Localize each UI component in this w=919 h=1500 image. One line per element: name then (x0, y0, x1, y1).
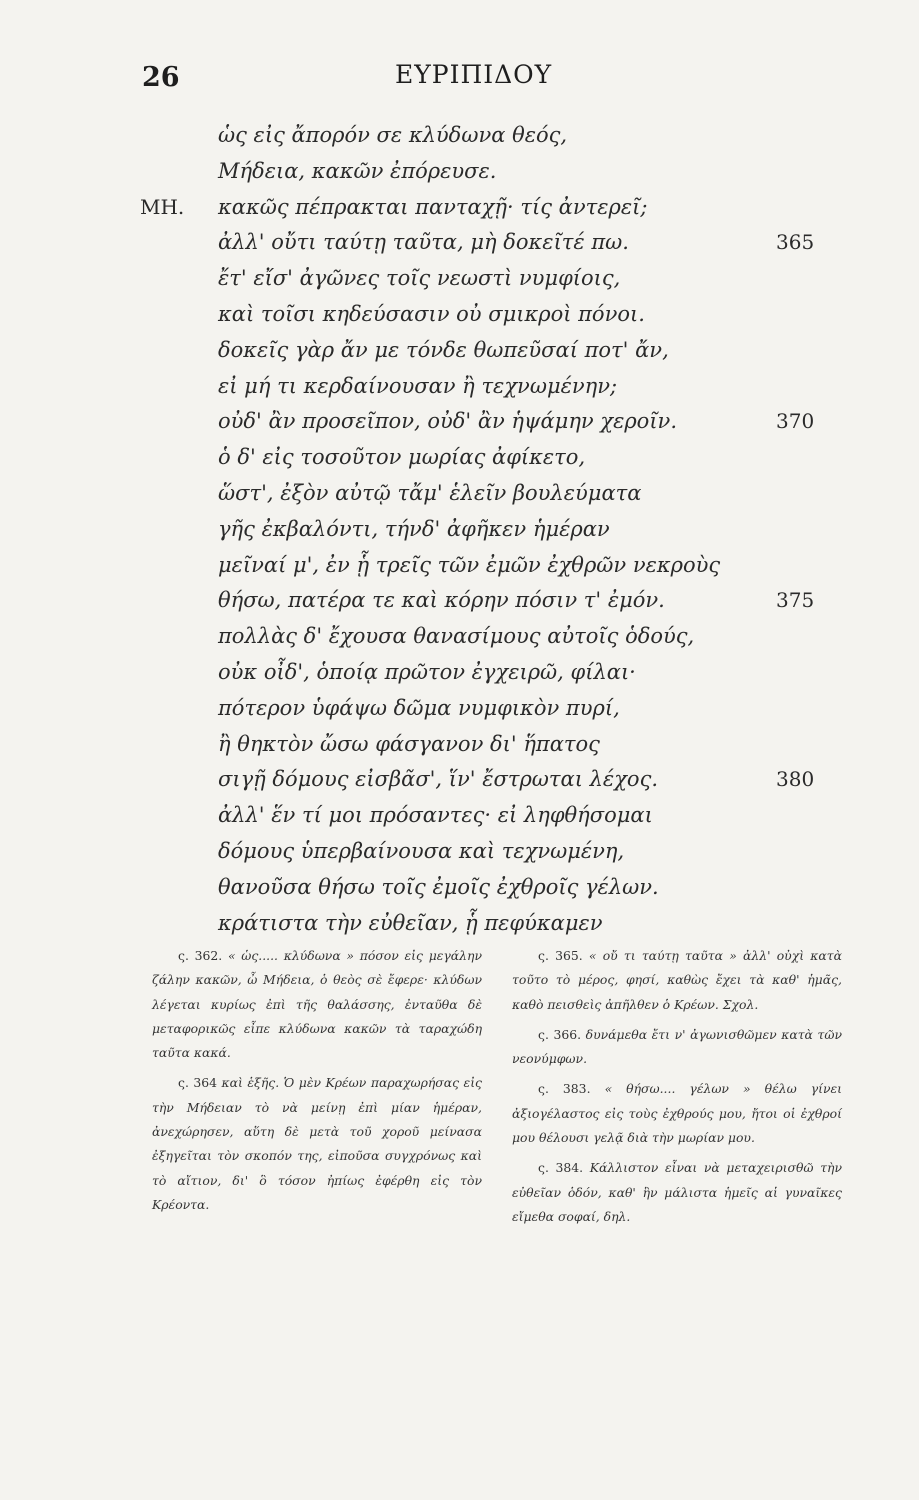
note-reference: ς. 362. (178, 948, 223, 963)
verse-line (140, 154, 840, 190)
line-number: 380 (776, 767, 815, 792)
note-reference: ς. 364 (178, 1075, 218, 1091)
speaker-label: ΜΗ. (140, 194, 185, 219)
verse-line-text: εἰ μή τι κερδαίνουσαν ἢ τεχνωμένην; (218, 373, 618, 398)
verse-line (140, 583, 840, 619)
running-head: ΕΥΡΙΠΙΔΟΥ (395, 60, 553, 89)
verse-line (140, 190, 840, 226)
verse-line-text: ὁ δ' εἰς τοσοῦτον μωρίας ἀφίκετο, (218, 445, 586, 470)
verse-line (140, 297, 840, 333)
commentary-note (512, 1156, 842, 1229)
note-reference: ς. 366. (538, 1026, 582, 1042)
commentary-notes (152, 944, 842, 1235)
verse-line (140, 369, 840, 405)
verse-line-text: καὶ τοῖσι κηδεύσασιν οὐ σμικροὶ πόνοι. (218, 301, 645, 326)
verse-line (140, 333, 840, 369)
line-number: 370 (776, 409, 815, 434)
note-text: « ὡς..... κλύδωνα » πόσον εἰς μεγάλην ζάλην κακῶν, ὦ Μήδεια, ὁ θεὸς σὲ ἔφερε· κλύδων λέγεται κυρίως ἐπὶ τῆς θαλάσσης, ἐνταῦθα δὲ μεταφορικῶς εἶπε κλύδωνα κακῶν τὰ ταραχώδη ταῦτα κακά. (152, 948, 482, 1061)
verse-line-text: ἀλλ' ἕν τί μοι πρόσαντες· εἰ ληφθήσομαι (218, 803, 653, 828)
verse-line (140, 762, 840, 798)
notes-left-column (152, 944, 482, 1235)
note-text: Κάλλιστον εἶναι νὰ μεταχειρισθῶ τὴν εὐθεῖαν ὁδόν, καθ' ἣν μάλιστα ἡμεῖς αἱ γυναῖκες εἴμεθα σοφαί, δηλ. (512, 1160, 842, 1224)
verse-line-text: οὐκ οἶδ', ὁποίᾳ πρῶτον ἐγχειρῶ, φίλαι· (218, 659, 636, 684)
verse-line-text: πολλὰς δ' ἔχουσα θανασίμους αὐτοῖς ὁδούς, (218, 624, 695, 649)
commentary-note (152, 1071, 482, 1217)
verse-line-text: θήσω, πατέρα τε καὶ κόρην πόσιν τ' ἐμόν. (218, 588, 665, 613)
verse-line (140, 691, 840, 727)
verse-line-text: μεῖναί μ', ἐν ᾗ τρεῖς τῶν ἐμῶν ἐχθρῶν νεκροὺς (218, 552, 721, 577)
note-text: καὶ ἑξῆς. Ὁ μὲν Κρέων παραχωρήσας εἰς τὴν Μήδειαν τὸ νὰ μείνῃ ἐπὶ μίαν ἡμέραν, ἀνεχώρησεν, αὕτη δὲ μετὰ τοῦ χοροῦ μείνασα ἐξηγεῖται τὸν σκοπόν της, εἰποῦσα συγχρόνως καὶ τὸ αἴτιον, δι' ὃ τόσον ἠπίως ἐφέρθη εἰς τὸν Κρέοντα. (152, 1075, 482, 1212)
verse-line (140, 225, 840, 261)
verse-line-text: κράτιστα τὴν εὐθεῖαν, ᾗ πεφύκαμεν (218, 910, 603, 935)
verse-line-text: ἢ θηκτὸν ὤσω φάσγανον δι' ἥπατος (218, 731, 600, 756)
verse-line (140, 870, 840, 906)
line-number: 365 (776, 230, 815, 255)
page-number: 26 (142, 62, 180, 93)
verse-line-text: γῆς ἐκβαλόντι, τήνδ' ἀφῆκεν ἡμέραν (218, 516, 610, 541)
verse-line (140, 727, 840, 763)
verse-text (140, 118, 840, 941)
verse-line-text: θανοῦσα θήσω τοῖς ἐμοῖς ἐχθροῖς γέλων. (218, 874, 659, 899)
commentary-note (152, 944, 482, 1065)
commentary-note (512, 1023, 842, 1072)
verse-line (140, 655, 840, 691)
verse-line (140, 512, 840, 548)
verse-line (140, 404, 840, 440)
line-number: 375 (776, 588, 815, 613)
note-reference: ς. 384. (538, 1160, 584, 1176)
verse-line (140, 440, 840, 476)
verse-line (140, 834, 840, 870)
verse-line-text: δόμους ὑπερβαίνουσα καὶ τεχνωμένη, (218, 838, 625, 863)
verse-line-text: ὡς εἰς ἄπορόν σε κλύδωνα θεός, (218, 123, 568, 147)
verse-line-text: σιγῇ δόμους εἰσβᾶσ', ἵν' ἔστρωται λέχος. (218, 767, 659, 792)
verse-line-text: κακῶς πέπρακται πανταχῇ· τίς ἀντερεῖ; (218, 194, 648, 219)
commentary-note (512, 944, 842, 1017)
verse-line-text: ὥστ', ἐξὸν αὐτῷ τἄμ' ἑλεῖν βουλεύματα (218, 480, 642, 505)
verse-line-text: ἔτ' εἴσ' ἀγῶνες τοῖς νεωστὶ νυμφίοις, (218, 266, 621, 291)
notes-right-column (512, 944, 842, 1235)
commentary-note (512, 1077, 842, 1150)
verse-line (140, 548, 840, 584)
note-reference: ς. 365. (538, 948, 583, 963)
verse-line (140, 476, 840, 512)
verse-line-text: οὐδ' ἂν προσεῖπον, οὐδ' ἂν ἡψάμην χεροῖν. (218, 409, 677, 434)
verse-line-text: δοκεῖς γὰρ ἄν με τόνδε θωπεῦσαί ποτ' ἄν, (218, 337, 669, 362)
verse-line (140, 798, 840, 834)
note-text: « θήσω.... γέλων » θέλω γίνει ἀξιογέλαστος εἰς τοὺς ἐχθρούς μου, ἤτοι οἱ ἐχθροί μου θέλουσι γελᾷ διὰ τὴν μωρίαν μου. (512, 1081, 843, 1146)
verse-line (140, 118, 840, 154)
note-reference: ς. 383. (538, 1081, 591, 1097)
verse-line-text: ἀλλ' οὔτι ταύτῃ ταῦτα, μὴ δοκεῖτέ πω. (218, 230, 629, 255)
verse-line-text: πότερον ὑφάψω δῶμα νυμφικὸν πυρί, (218, 695, 620, 720)
verse-line (140, 619, 840, 655)
note-text: « οὔ τι ταύτῃ ταῦτα » ἀλλ' οὐχὶ κατὰ τοῦτο τὸ μέρος, φησί, καθὼς ἔχει τὰ καθ' ἡμᾶς, καθὸ πεισθεὶς ἀπῆλθεν ὁ Κρέων. Σχολ. (512, 948, 842, 1012)
verse-line (140, 261, 840, 297)
verse-line (140, 906, 840, 942)
verse-line-text: Μήδεια, κακῶν ἐπόρευσε. (218, 158, 497, 183)
note-text: δυνάμεθα ἔτι ν' ἀγωνισθῶμεν κατὰ τῶν νεονύμφων. (512, 1026, 842, 1067)
